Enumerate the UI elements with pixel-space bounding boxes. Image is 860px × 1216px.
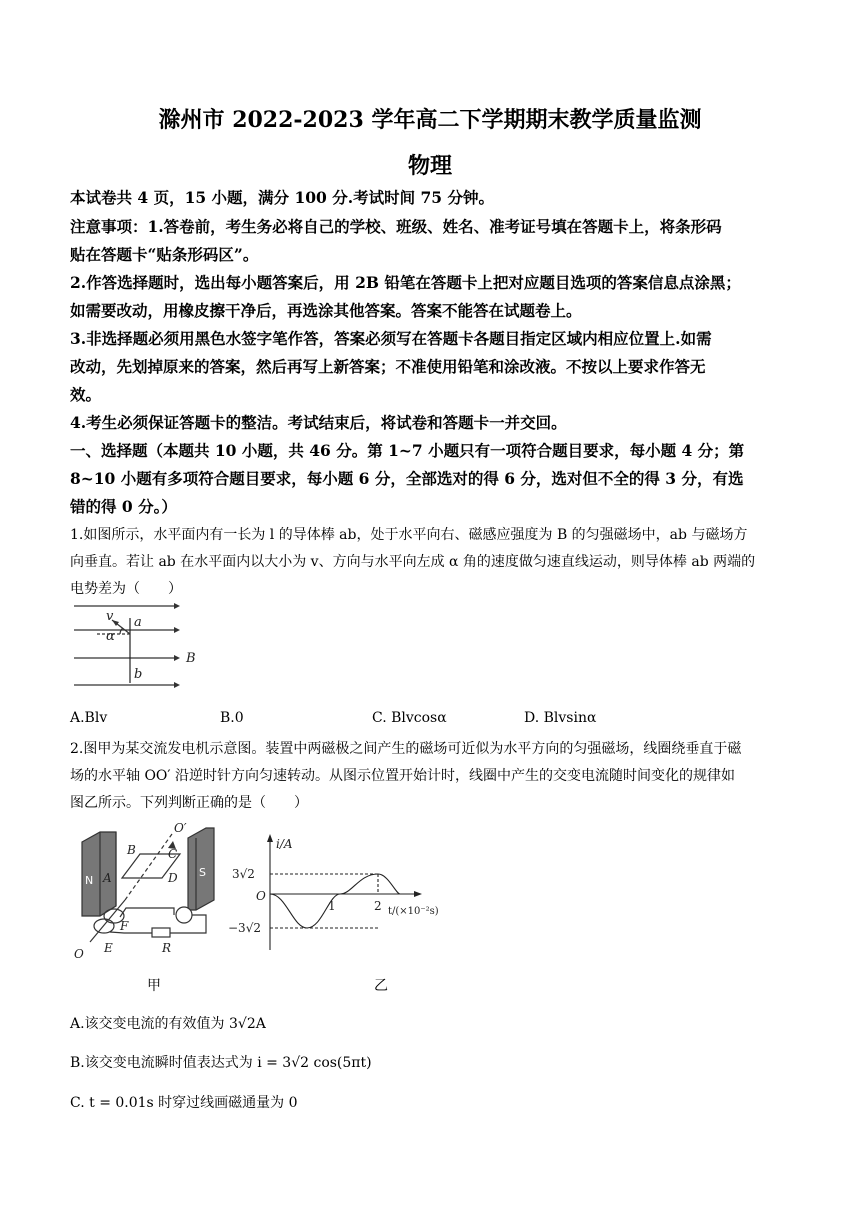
figure-caption-yi: 乙 (374, 978, 388, 994)
section-header: 8~10 小题有多项符合题目要求，每小题 6 分，全部选对的得 6 分，选对但不全的得 3 分，有选 (70, 469, 744, 488)
y-tick-min: −3√2 (228, 921, 261, 935)
arrow-head (174, 627, 180, 633)
notice-line: 3.非选择题必须用黑色水签字笔作答，答案必须写在答题卡各题目指定区域内相应位置上.如需 (70, 329, 712, 348)
x-tick-2: 2 (374, 899, 382, 913)
y-tick-max: 3√2 (232, 867, 255, 881)
label-a: a (134, 615, 142, 630)
generator-figure (70, 820, 220, 965)
option-b: B.0 (220, 710, 244, 726)
question-2-text: 图乙所示。下列判断正确的是（ ） (70, 795, 308, 811)
question-2-text: 2.图甲为某交流发电机示意图。装置中两磁极之间产生的磁场可近似为水平方向的匀强磁场，线圈绕垂直于磁 (70, 741, 742, 757)
exam-subject: 物理 (407, 153, 452, 179)
notice-line: 效。 (70, 385, 102, 404)
label-v: v (106, 609, 114, 624)
exam-title: 滁州市 2022-2023 学年高二下学期期末教学质量监测 (158, 107, 702, 133)
angle-arc (120, 628, 123, 634)
arrow-head (174, 682, 180, 688)
section-header: 一、选择题（本题共 10 小题，共 46 分。第 1~7 小题只有一项符合题目要求，每小题 4 分；第 (70, 441, 745, 460)
meter (176, 907, 192, 923)
label-f: F (120, 919, 129, 933)
question-1-text: 电势差为（ ） (70, 581, 182, 597)
label-e: E (104, 941, 113, 955)
label-r: R (162, 941, 172, 955)
question-1-text: 向垂直。若让 ab 在水平面内以大小为 v、方向与水平向左成 α 角的速度做匀速直线运动，则导体棒 ab 两端的 (70, 554, 756, 570)
arrow-head (174, 655, 180, 661)
question-1-figure (70, 598, 200, 698)
label-b: b (134, 667, 143, 682)
notice-line: 改动，先划掉原来的答案，然后再写上新答案；不准使用铅笔和涂改液。不按以上要求作答无 (70, 357, 706, 376)
arrow-head (267, 834, 273, 842)
label-o: O (74, 947, 84, 961)
label-B: B (186, 651, 196, 666)
label-d: D (168, 871, 178, 885)
label-c: C (168, 847, 178, 861)
notice-line: 如需要改动，用橡皮擦干净后，再选涂其他答案。答案不能答在试题卷上。 (70, 301, 582, 320)
section-header: 错的得 0 分。） (70, 497, 177, 516)
option-c: C. Blvcosα (372, 710, 447, 726)
notice-line: 贴在答题卡“贴条形码区”。 (70, 245, 259, 264)
x-axis-label: t/(×10⁻²s) (388, 906, 439, 917)
label-o-prime: O′ (174, 821, 187, 835)
q2-option-c: C. t = 0.01s 时穿过线画磁通量为 0 (70, 1095, 298, 1111)
question-1-text: 1.如图所示，水平面内有一长为 l 的导体棒 ab，处于水平向右、磁感应强度为 B 的匀强磁场中，ab 与磁场方 (70, 527, 748, 543)
x-tick-1: 1 (328, 899, 336, 913)
origin-label: O (256, 889, 266, 903)
q2-option-b: B.该交变电流瞬时值表达式为 i = 3√2 cos(5πt) (70, 1055, 372, 1071)
arrow-head (174, 603, 180, 609)
figure-caption-jia: 甲 (147, 978, 161, 994)
option-a: A.Blv (70, 710, 108, 726)
label-a: A (103, 871, 112, 885)
resistor (152, 928, 170, 937)
question-2-text: 场的水平轴 OO′ 沿逆时针方向匀速转动。从图示位置开始计时，线圈中产生的交变电流随时间变化的规律如 (70, 768, 736, 784)
notice-line: 4.考生必须保证答题卡的整洁。考试结束后，将试卷和答题卡一并交回。 (70, 413, 567, 432)
label-b: B (127, 843, 136, 857)
y-axis-label: i/A (276, 837, 293, 851)
notice-line: 本试卷共 4 页，15 小题，满分 100 分.考试时间 75 分钟。 (70, 188, 494, 207)
arrow-head (414, 891, 422, 897)
current-time-graph (228, 832, 454, 952)
label-s: S (199, 866, 206, 879)
notice-line: 2.作答选择题时，选出每小题答案后，用 2B 铅笔在答题卡上把对应题目选项的答案信息点涂黑； (70, 273, 741, 292)
label-alpha: α (106, 629, 115, 644)
label-n: N (85, 874, 94, 887)
option-d: D. Blvsinα (524, 710, 597, 726)
q2-option-a: A.该交变电流的有效值为 3√2A (70, 1016, 266, 1032)
notice-line: 注意事项：1.答卷前，考生务必将自己的学校、班级、姓名、准考证号填在答题卡上，将条形码 (70, 217, 722, 236)
